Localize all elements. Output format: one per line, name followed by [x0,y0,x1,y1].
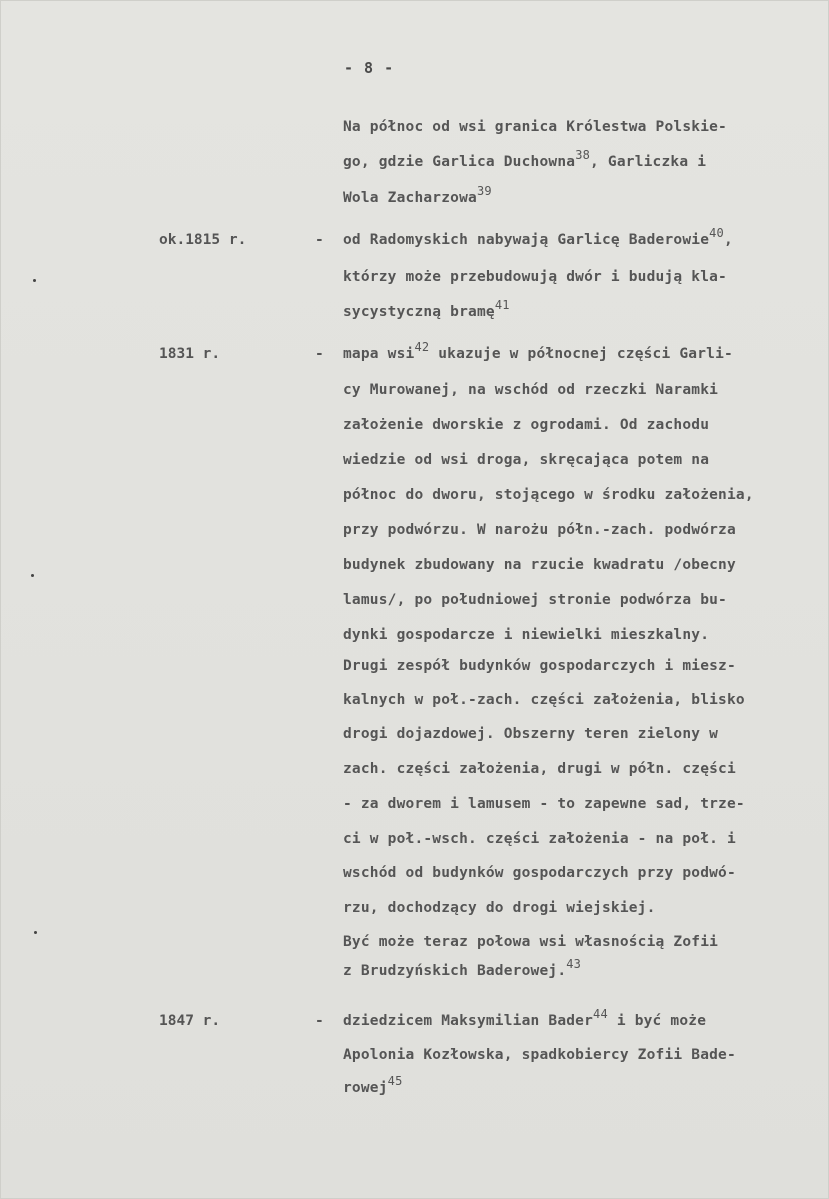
footnote-ref-42: 42 [414,340,430,354]
footnote-ref-38: 38 [575,148,591,162]
intro-line-3: Wola Zacharzowa$^{39}$ [343,184,492,206]
scan-speck [31,574,34,577]
entry-line: budynek zbudowany na rzucie kwadratu /obecny [343,557,736,573]
entry-line: przy podwórzu. W narożu półn.-zach. podwórza [343,522,736,538]
entry-line: mapa wsi$^{42}$ ukazuje w północnej części Garli- [343,340,733,362]
footnote-ref-39: 39 [476,184,492,198]
entry-dash: - [315,346,324,362]
entry-line: Drugi zespół budynków gospodarczych i miesz- [343,658,736,674]
intro-line-2: go, gdzie Garlica Duchowna$^{38}$, Garliczka i [343,148,707,170]
footnote-ref-44: 44 [593,1007,608,1021]
entry-line: rzu, dochodzący do drogi wiejskiej. [343,900,656,916]
entry-line: dynki gospodarcze i niewielki mieszkalny. [343,627,710,643]
entry-line: drogi dojazdowej. Obszerny teren zielony w [343,726,719,742]
entry-line: północ do dworu, stojącego w środku założenia, [343,487,754,503]
entry-line: kalnych w poł.-zach. części założenia, blisko [343,692,745,708]
entry-date: 1831 r. [159,346,221,362]
entry-line: wiedzie od wsi droga, skręcająca potem na [343,452,710,468]
entry-line: z Brudzyńskich Baderowej.$^{43}$ [343,957,582,979]
entry-line: Apolonia Kozłowska, spadkobiercy Zofii Bade- [343,1047,736,1063]
entry-line: dziedzicem Maksymilian Bader$^{44}$ i być może [343,1007,707,1029]
entry-date: ok.1815 r. [159,232,247,248]
entry-line: zach. części założenia, drugi w półn. części [343,761,736,777]
entry-line: - za dworem i lamusem - to zapewne sad, trze- [343,796,745,812]
scan-speck [34,931,37,934]
entry-line: którzy może przebudowują dwór i budują kla- [343,269,727,285]
page-number: - 8 - [344,59,395,77]
entry-dash: - [315,232,324,248]
footnote-ref-45: 45 [387,1074,403,1088]
intro-line-1: Na północ od wsi granica Królestwa Polskie- [343,119,727,135]
footnote-ref-40: 40 [709,226,724,240]
entry-line: rowej$^{45}$ [343,1074,403,1096]
entry-line: lamus/, po południowej stronie podwórza bu- [343,592,727,608]
entry-line: wschód od budynków gospodarczych przy podwó- [343,865,736,881]
entry-line: od Radomyskich nabywają Garlicę Baderowie$^{40}$, [343,226,733,248]
entry-line: założenie dworskie z ogrodami. Od zachodu [343,417,710,433]
entry-line: Być może teraz połowa wsi własnością Zofii [343,934,719,950]
entry-line: sycystyczną bramę$^{41}$ [343,298,510,320]
entry-line: ci w poł.-wsch. części założenia - na poł. i [343,831,736,847]
entry-line: cy Murowanej, na wschód od rzeczki Naramki [343,382,719,398]
footnote-ref-41: 41 [494,298,510,312]
entry-dash: - [315,1013,324,1029]
entry-date: 1847 r. [159,1013,221,1029]
scan-speck [33,279,36,282]
footnote-ref-43: 43 [566,957,582,971]
